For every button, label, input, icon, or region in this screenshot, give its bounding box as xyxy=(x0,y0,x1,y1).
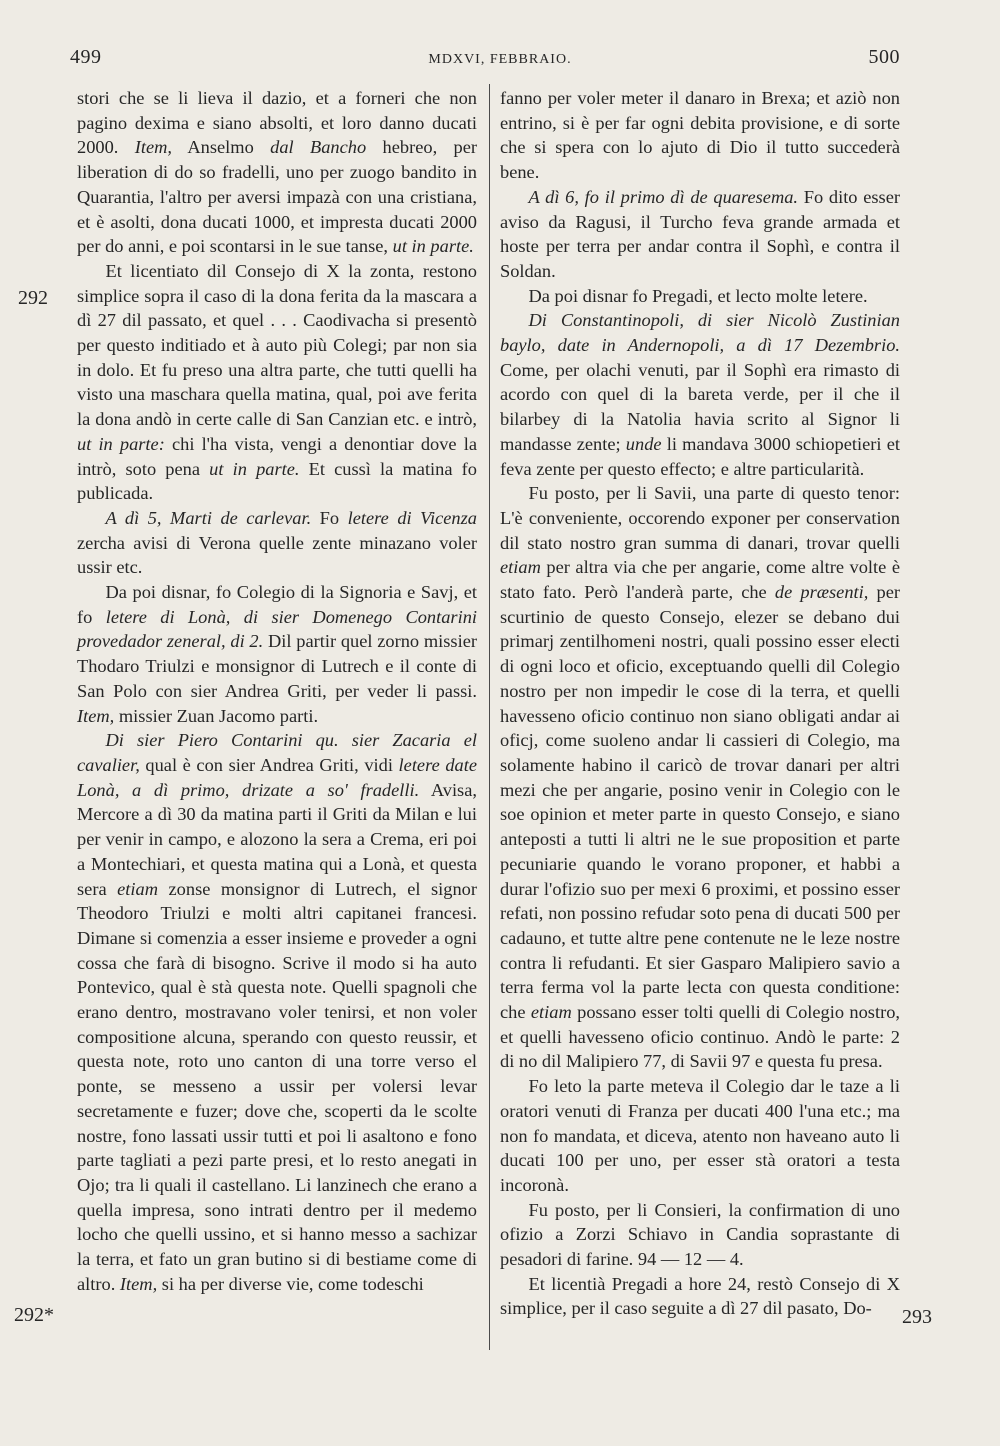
paragraph: Et licentià Pregadi a hore 24, restò Consejo di X simplice, per il caso seguite a dì 27 dil pasato, Do- xyxy=(500,1273,900,1319)
paragraph: Et licentiato dil Consejo di X la zonta, restono simplice sopra il caso di la dona ferita da la mascara a dì 27 dil passato, et quel . . . Caodivacha si presentò per questo inditiado et à auto più Colegi; par non sia in dolo. Et fu preso una altra parte, che tutti quelli ha visto una maschara quella matina, qual, poi ave ferita la dona andò in certe calle di San Canzian etc. e intrò, ut in parte: chi l'ha vista, vengi a denontiar dove la intrò, soto pena ut in parte. Et cussì la matina fo publicada. xyxy=(77,260,477,504)
left-column xyxy=(77,86,477,1296)
running-title: MDXVI, FEBBRAIO. xyxy=(428,52,572,67)
paragraph: Fu posto, per li Consieri, la confirmation di uno ofizio a Zorzi Schiavo in Candia soprastante di pesadori di farine. 94 — 12 — 4. xyxy=(500,1199,900,1270)
column-divider xyxy=(489,84,490,1350)
paragraph: Fu posto, per li Savii, una parte di questo tenor: L'è conveniente, occorendo exponer per conservation dil stato nostro gran summa di danari, trovar quelli etiam per altra via che per angarie, come altre volte è stato fato. Però l'anderà parte, che de præsenti, per scurtinio de questo Consejo, elezer se debano dui primarj zentilhomeni nostri, quali possino esser electi di ogni loco et oficio, exceptuando quelli dil Colegio nostro per non impedir le cose di la terra, et quelli havesseno oficio continuo non siano obligati andar ai oficj, come suoleno andar li cassieri di Colegio, ma solamente habino il caricò de trovar danari per altri mezi che per angarie, posino venir in Colegio con le soe opinion et meter parte in questo Consejo, e siano anteposti a tutti li altri ne le sue proposition et parte pecuniarie quando le vorano proponer, et habbi a durar l'ofizio suo per mexi 6 proximi, et possino esser refati, non possino refudar soto pena di ducati 500 per cadauno, et tutte altre pene contenute ne le leze nostre contra li refudanti. Et sier Gasparo Malipiero savio a terra ferma vol la parte lecta con questa conditione: che etiam possano esser tolti quelli di Colegio nostro, et quelli havesseno oficio continuo. Andò le parte: 2 di no dil Malipiero 77, di Savii 97 e questa fu presa. xyxy=(500,483,900,1072)
right-column xyxy=(500,86,900,1321)
paragraph: Da poi disnar, fo Colegio di la Signoria e Savj, et fo letere di Lonà, di sier Domenego Contarini provedador zeneral, di 2. Dil partir quel zorno missier Thodaro Triulzi e monsignor di Lutrech e il conte di San Polo con sier Andrea Griti, per veder li passi. Item, missier Zuan Jacomo parti. xyxy=(77,582,477,726)
paragraph: A dì 5, Marti de carlevar. Fo letere di Vicenza zercha avisi di Verona quelle zente minazano voler ussir etc. xyxy=(77,507,477,578)
paragraph: Di Constantinopoli, di sier Nicolò Zustinian baylo, date in Andernopoli, a dì 17 Dezembrio. Come, per olachi venuti, par il Sophì era rimasto di acordo con quel di la bareta verde, per il che il bilarbey di la Natolia havia scrito al Signor li mandasse zente; unde li mandava 3000 schiopetieri et feva zente per questo effecto; e altre particularità. xyxy=(500,310,900,479)
paragraph: fanno per voler meter il danaro in Brexa; et aziò non entrino, si è per far ogni debita provisione, e di sorte che si spera con lo ajuto di Dio il tutto succederà bene. xyxy=(500,88,900,183)
paragraph: Fo leto la parte meteva il Colegio dar le taze a li oratori venuti di Franza per ducati 400 l'una etc.; ma non fo mandata, et diceva, atento non haveano auto li ducati 100 per uno, per esser stà oratori a testa incoronà. xyxy=(500,1076,900,1195)
paragraph: Da poi disnar fo Pregadi, et lecto molte letere. xyxy=(528,285,868,306)
margin-number-292-star: 292* xyxy=(14,1304,54,1326)
paragraph: A dì 6, fo il primo dì de quaresema. Fo dito esser aviso da Ragusi, il Turcho feva grande armada et hoste per terra per andar contra il Sophì, e contra il Soldan. xyxy=(500,186,900,281)
margin-number-292: 292 xyxy=(18,287,48,309)
margin-number-293: 293 xyxy=(902,1306,932,1328)
page-number-right: 500 xyxy=(868,46,900,68)
paragraph: Di sier Piero Contarini qu. sier Zacaria el cavalier, qual è con sier Andrea Griti, vidi letere date Lonà, a dì primo, drizate a so' fradelli. Avisa, Mercore a dì 30 da matina parti il Griti da Milan e lui per venir in campo, e alozono la sera a Crema, eri poi a Montechiari, et questa matina qui a Lonà, et questa sera etiam zonse monsignor di Lutrech, el signor Theodoro Triulzi e molti altri capitanei francesi. Dimane si comenzia a esser insieme e proveder a ogni cossa che farà di bisogno. Scrive il modo si ha auto Pontevico, qual è stà questa note. Quelli spagnoli che erano dentro, mostravano voler tenirsi, et non voler compositione alcuna, sperando con questo reussir, et questa note, roto uno canton di una torre verso el ponte, se messeno a ussir per volersi levar secretamente e fuzer; dove che, scoperti da le scolte nostre, fono lassati ussir tutti et poi li asaltono e fono parte tagliati a pezi parte presi, et lo resto anegati in Ojo; tra li quali il castellano. Li lanzinech che erano a quella impresa, sono intrati dentro per il medemo locho che quelli ussino, et si hanno messo a sachizar la terra, et fato un gran butino si di bestiame come di altro. Item, si ha per diverse vie, come todeschi xyxy=(77,730,477,1294)
paragraph: stori che se li lieva il dazio, et a forneri che non pagino dexima e siano absolti, et loro danno ducati 2000. Item, Anselmo dal Bancho hebreo, per liberation di do so fradelli, uno per zuogo bandito in Quarantia, l'altro per aversi impazà con una cristiana, et è asolti, dona ducati 1000, et impresta ducati 2000 per do anni, e poi scontarsi in le sue tanse, ut in parte. xyxy=(77,88,477,257)
page-number-left: 499 xyxy=(70,46,102,68)
